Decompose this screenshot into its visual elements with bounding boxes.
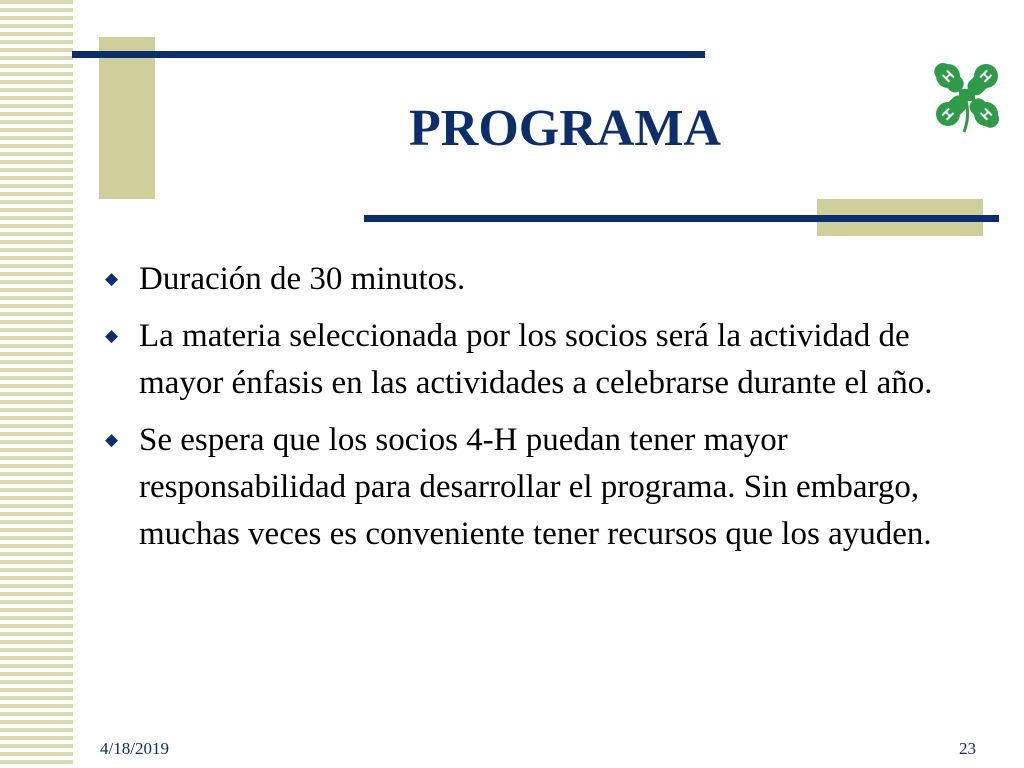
clover-leaf-letter: H [976, 66, 996, 86]
title-rule-bottom [364, 215, 999, 222]
bullet-item [100, 313, 960, 407]
clover-leaf-letter: H [938, 104, 958, 124]
diamond-bullet-icon: ◆ [105, 430, 119, 449]
footer-page-number: 23 [959, 739, 976, 758]
footer-date: 4/18/2019 [100, 739, 169, 758]
bullet-text: La materia seleccionada por los socios será la actividad de mayor énfasis en las actividades a celebrarse durante el año. [139, 318, 933, 401]
slide-title: PROGRAMA [409, 100, 721, 157]
bullet-text: Se espera que los socios 4-H puedan tener mayor responsabilidad para desarrollar el programa. Sin embargo, muchas veces es conveniente tener recursos que los ayuden. [139, 422, 932, 552]
clover-leaf-letter: H [976, 104, 996, 124]
clover-leaf-letter: H [938, 66, 958, 86]
bullet-item [100, 417, 960, 558]
bullet-text: Duración de 30 minutos. [139, 261, 466, 297]
diamond-bullet-icon: ◆ [105, 326, 119, 345]
title-rule-top [72, 51, 705, 58]
striped-side-border [0, 0, 73, 768]
bullet-list [100, 256, 960, 568]
decorative-tan-vertical-bar [99, 37, 155, 199]
diamond-bullet-icon: ◆ [105, 269, 119, 288]
four-h-clover-icon [926, 56, 1008, 134]
bullet-item [100, 256, 960, 303]
